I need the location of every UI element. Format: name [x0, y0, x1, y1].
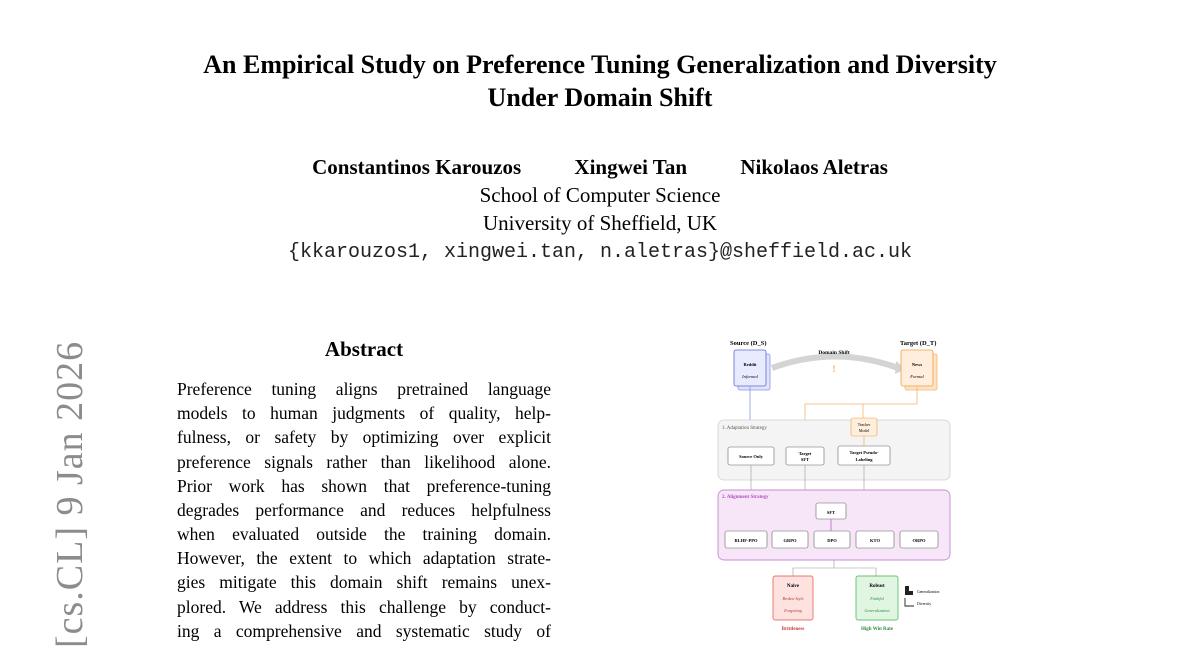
source-domain-box: [734, 350, 766, 386]
abstract-line: degrades performance and reduces helpfulness: [177, 500, 551, 520]
abstract-line: when evaluated outside the training domain.: [177, 524, 551, 544]
outcome-branch: [793, 568, 876, 576]
target-box-subtitle: Formal: [910, 374, 924, 379]
affiliation-university: University of Sheffield, UK: [482, 211, 718, 235]
abstract-line: plored. We address this challenge by conduct-: [177, 597, 551, 617]
pseudo-labeling-label-2: Labeling: [855, 457, 873, 462]
alignment-strategy-panel: [718, 490, 950, 560]
abstract-line: gies mitigate this domain shift remains unex-: [177, 572, 551, 592]
author-3: Nikolaos Aletras: [740, 155, 888, 179]
author-emails: {kkarouzos1, xingwei.tan, n.aletras}@sheffield.ac.uk: [287, 241, 913, 264]
robust-detail-1: Faithful: [870, 596, 884, 601]
robust-caption: High Win Rate: [860, 627, 894, 632]
naive-caption: Brittleness: [781, 627, 805, 632]
rlhf-ppo-label: RLHF-PPO: [734, 538, 758, 543]
shift-warning-mark: !: [832, 364, 836, 374]
naive-detail-2: Forgetting: [784, 608, 802, 613]
target-domain-box: [901, 350, 933, 386]
robust-title: Robust: [869, 584, 885, 589]
naive-title: Naive: [786, 584, 800, 589]
source-box-title: Reddit: [743, 362, 757, 367]
author-1: Constantinos Karouzos: [312, 155, 522, 179]
abstract-line: fulness, or safety by optimizing over explicit: [177, 427, 551, 447]
dpo-label: DPO: [827, 538, 837, 543]
target-box-title: News: [911, 362, 923, 367]
source-only-label: Source Only: [739, 454, 763, 459]
kto-label: KTO: [870, 538, 880, 543]
target-sft-label-2: SFT: [800, 457, 810, 462]
author-list: [0, 155, 1200, 180]
generalization-legend-icon: [905, 586, 913, 595]
arxiv-stamp: [cs.CL] 9 Jan 2026: [49, 340, 91, 648]
sft-label: SFT: [826, 510, 836, 515]
teacher-model-box: [851, 418, 877, 436]
adaptation-strategy-title: 1. Adaptation Strategy: [722, 426, 767, 431]
abstract-line: models to human judgments of quality, help-: [177, 403, 551, 423]
naive-detail-1: Broken Style: [782, 596, 804, 601]
paper-title: [0, 48, 1200, 114]
author-2: Xingwei Tan: [574, 155, 688, 179]
abstract-line: However, the extent to which adaptation strate-: [177, 548, 551, 568]
target-label: Target (D_T): [900, 340, 937, 347]
teacher-model-label-2: Model: [858, 428, 870, 433]
target-sft-box: [786, 447, 824, 465]
orpo-label: ORPO: [912, 538, 926, 543]
legend-diversity: Diversity: [917, 602, 932, 606]
title-line-2: Under Domain Shift: [487, 83, 713, 112]
diversity-legend-icon: [905, 598, 914, 606]
source-box-subtitle: Informal: [742, 374, 758, 379]
target-sft-label-1: Target: [798, 451, 812, 456]
abstract-line: Preference tuning aligns pretrained language: [177, 379, 551, 399]
affiliation-school: School of Computer Science: [479, 183, 721, 207]
robust-detail-2: Generalization: [864, 608, 890, 613]
domain-shift-label: Domain Shift: [818, 350, 850, 356]
abstract-line: Prior work has shown that preference-tuning: [177, 476, 551, 496]
legend-generalization: Generalization: [917, 590, 940, 594]
pseudo-labeling-label-1: Target Pseudo-: [849, 450, 879, 455]
overview-figure: [700, 330, 970, 640]
abstract-line: ing a comprehensive and systematic study of: [177, 621, 551, 641]
alignment-strategy-title: 2. Alignment Strategy: [722, 495, 769, 500]
grpo-label: GRPO: [783, 538, 797, 543]
abstract-heading: Abstract: [324, 337, 404, 361]
title-line-1: An Empirical Study on Preference Tuning Generalization and Diversity: [203, 50, 997, 79]
teacher-model-label-1: Teacher: [857, 422, 871, 427]
pseudo-labeling-box: [838, 446, 890, 465]
abstract-line: preference signals rather than likelihood alone.: [177, 452, 551, 472]
source-label: Source (D_S): [730, 340, 767, 347]
